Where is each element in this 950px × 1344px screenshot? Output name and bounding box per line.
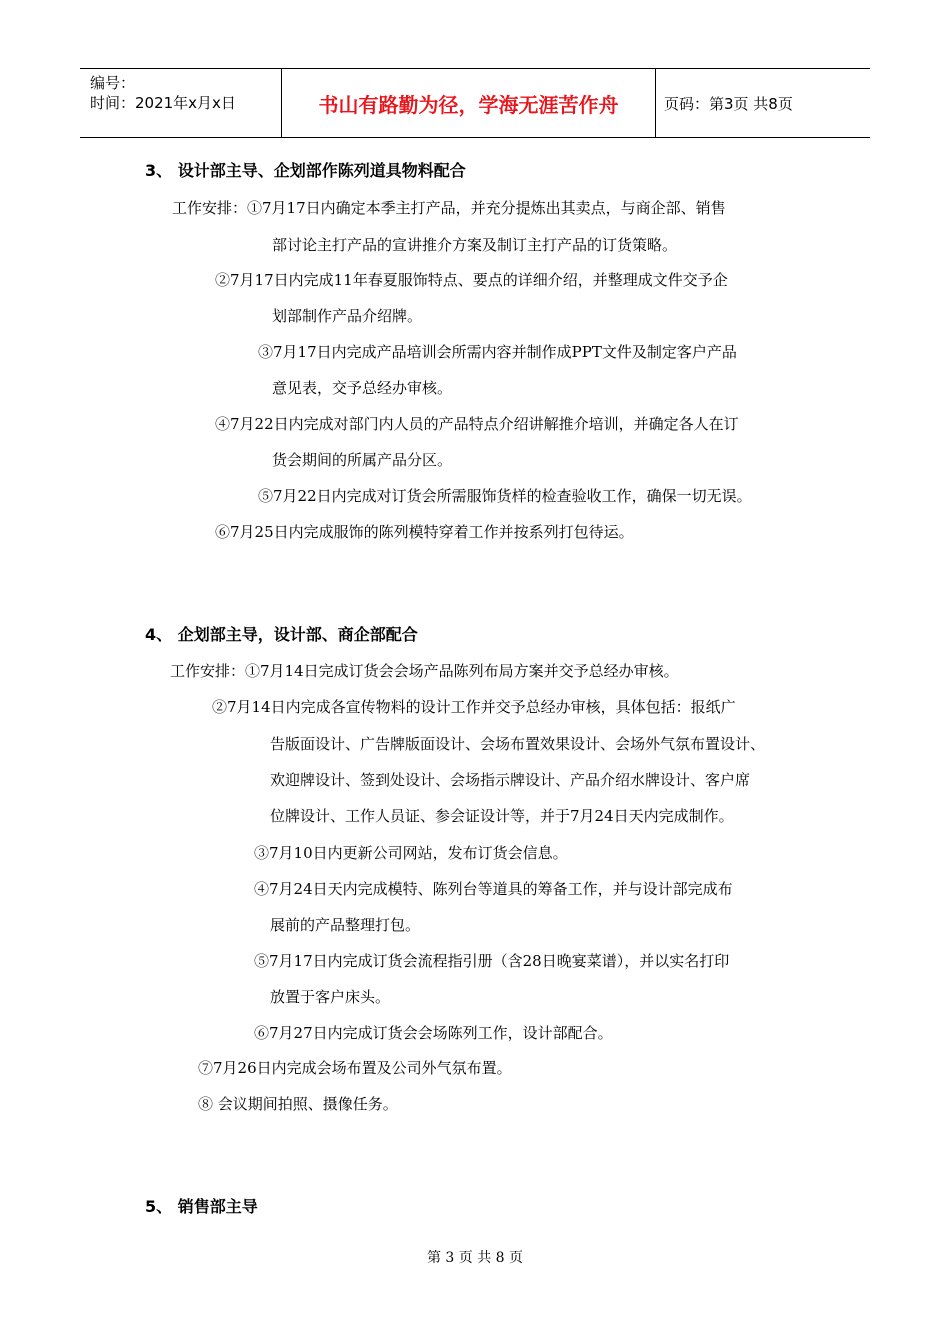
section-3-line: 划部制作产品介绍牌。: [272, 307, 423, 325]
document-time-label: 时间：2021年x月x日: [90, 94, 236, 112]
section-4-line: ②7月14日内完成各宣传物料的设计工作并交予总经办审核，具体包括：报纸广: [212, 698, 736, 716]
header-meta: [80, 69, 282, 137]
section-4-line: 工作安排：①7月14日完成订货会会场产品陈列布局方案并交予总经办审核。: [170, 662, 679, 680]
section-4-line: 展前的产品整理打包。: [270, 916, 421, 934]
section-3-line: ③7月17日内完成产品培训会所需内容并制作成PPT文件及制定客户产品: [258, 343, 737, 361]
section-3-line: ⑤7月22日内完成对订货会所需服饰货样的检查验收工作，确保一切无误。: [258, 487, 752, 505]
section-4-line: ③7月10日内更新公司网站，发布订货会信息。: [254, 844, 568, 862]
section-4-line: 位牌设计、工作人员证、参会证设计等，并于7月24日天内完成制作。: [270, 807, 734, 825]
section-4-line: ⑤7月17日内完成订货会流程指引册（含28日晚宴菜谱），并以实名打印: [254, 952, 730, 970]
section-3-line: 工作安排：①7月17日内确定本季主打产品，并充分提炼出其卖点，与商企部、销售: [172, 199, 726, 217]
section-4-line: 告版面设计、广告牌版面设计、会场布置效果设计、会场外气氛布置设计、: [270, 735, 766, 753]
section-4-line: ⑥7月27日内完成订货会会场陈列工作，设计部配合。: [254, 1024, 613, 1042]
section-3-line: 货会期间的所属产品分区。: [272, 451, 453, 469]
section-4-line: 放置于客户床头。: [270, 988, 391, 1006]
section-3-line: 部讨论主打产品的宣讲推介方案及制订主打产品的订货策略。: [272, 236, 678, 254]
section-3-heading: 3、 设计部主导、企划部作陈列道具物料配合: [145, 161, 466, 180]
page-header: [80, 68, 870, 138]
section-3-line: ④7月22日内完成对部门内人员的产品特点介绍讲解推介培训，并确定各人在订: [215, 415, 739, 433]
header-motto: 书山有路勤为径，学海无涯苦作舟: [282, 69, 656, 137]
section-4-heading: 4、 企划部主导，设计部、商企部配合: [145, 625, 418, 644]
document-number-label: 编号：: [90, 74, 136, 92]
section-5-heading: 5、 销售部主导: [145, 1197, 258, 1216]
section-4-line: ④7月24日天内完成模特、陈列台等道具的筹备工作，并与设计部完成布: [254, 880, 733, 898]
section-3-line: 意见表，交予总经办审核。: [272, 379, 453, 397]
section-4-line: ⑦7月26日内完成会场布置及公司外气氛布置。: [198, 1059, 512, 1077]
section-3-line: ②7月17日内完成11年春夏服饰特点、要点的详细介绍，并整理成文件交予企: [215, 271, 728, 289]
section-4-line: ⑧ 会议期间拍照、摄像任务。: [198, 1095, 398, 1113]
header-page-info: 页码：第3页 共8页: [664, 94, 793, 113]
section-3-line: ⑥7月25日内完成服饰的陈列模特穿着工作并按系列打包待运。: [215, 523, 634, 541]
section-4-line: 欢迎牌设计、签到处设计、会场指示牌设计、产品介绍水牌设计、客户席: [270, 771, 751, 789]
page-footer: 第 3 页 共 8 页: [426, 1250, 524, 1266]
